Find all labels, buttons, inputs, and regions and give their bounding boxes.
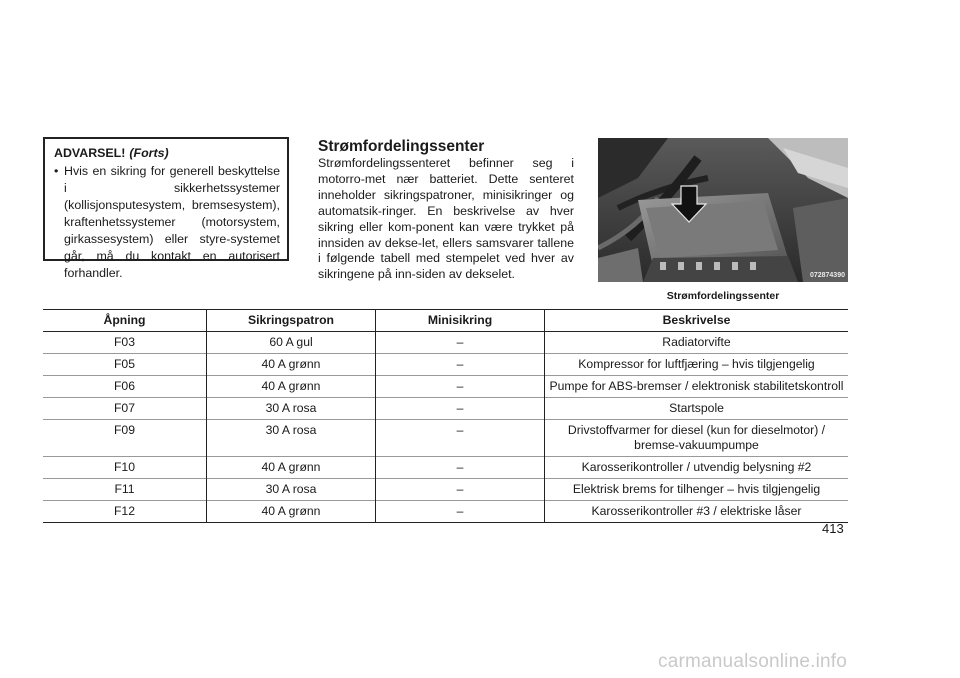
table-cell: Pumpe for ABS-bremser / elektronisk stabilitetskontroll — [545, 376, 849, 398]
fuse-table — [43, 309, 848, 523]
warning-text: Hvis en sikring for generell beskyttelse i sikkerhetssystemer (kollisjonsputesystem, bremsesystem), kraftenhetssystemer (motorsystem, girkassesystem) eller styre-systemet går, må du kontakt en autorisert forhandler. — [64, 164, 280, 280]
table-cell: – — [376, 420, 545, 457]
table-cell: 40 A grønn — [207, 376, 376, 398]
table-cell: F03 — [43, 332, 207, 354]
table-cell: F05 — [43, 354, 207, 376]
page-number: 413 — [822, 521, 844, 536]
warning-continued: (Forts) — [129, 146, 169, 160]
table-row — [43, 501, 848, 523]
table-cell: F07 — [43, 398, 207, 420]
warning-label: ADVARSEL! — [54, 146, 126, 160]
table-cell: Radiatorvifte — [545, 332, 849, 354]
table-cell: Startspole — [545, 398, 849, 420]
table-cell: F11 — [43, 479, 207, 501]
table-row — [43, 420, 848, 457]
column-header: Åpning — [43, 310, 207, 332]
table-cell: F10 — [43, 457, 207, 479]
table-cell: 30 A rosa — [207, 479, 376, 501]
table-cell: F06 — [43, 376, 207, 398]
table-cell: – — [376, 501, 545, 523]
table-cell: 40 A grønn — [207, 354, 376, 376]
warning-heading — [54, 145, 280, 162]
bullet-icon: • — [54, 164, 59, 178]
table-cell: F09 — [43, 420, 207, 457]
table-row — [43, 376, 848, 398]
table-cell: 40 A grønn — [207, 457, 376, 479]
table-row — [43, 332, 848, 354]
table-cell: 60 A gul — [207, 332, 376, 354]
table-row — [43, 354, 848, 376]
warning-box — [43, 137, 289, 280]
table-cell: – — [376, 479, 545, 501]
column-header: Minisikring — [376, 310, 545, 332]
table-cell: – — [376, 354, 545, 376]
photo-code: 072874390 — [809, 272, 845, 279]
table-cell: – — [376, 398, 545, 420]
photo-caption: Strømfordelingssenter — [666, 290, 780, 302]
table-cell: Drivstoffvarmer for diesel (kun for dieselmotor) / bremse-vakuumpumpe — [545, 420, 849, 457]
table-cell: Kompressor for luftfjæring – hvis tilgjengelig — [545, 354, 849, 376]
section-title: Strømfordelingssenter — [318, 138, 485, 155]
table-cell: F12 — [43, 501, 207, 523]
section-body: Strømfordelingssenteret befinner seg i motorro-met nær batteriet. Dette senteret inneholder sikringspatroner, minisikringer og automatsik-ringer. En beskrivelse av hver sikring eller kom-ponent kan være trykket på innsiden av dekse-let, ellers samsvarer tallene i følgende tabell med stempelet ved hver av sikringene på inn-siden av dekselet. — [318, 156, 574, 282]
table-cell: – — [376, 376, 545, 398]
table-cell: 30 A rosa — [207, 420, 376, 457]
engine-bay-illustration — [598, 138, 848, 282]
table-cell: 30 A rosa — [207, 398, 376, 420]
table-cell: – — [376, 457, 545, 479]
watermark: carmanualsonline.info — [658, 651, 848, 672]
table-row — [43, 398, 848, 420]
column-header: Beskrivelse — [545, 310, 849, 332]
table-row — [43, 479, 848, 501]
table-cell: Karosserikontroller #3 / elektriske låser — [545, 501, 849, 523]
fuse-center-photo — [598, 138, 848, 282]
warning-item — [54, 163, 280, 282]
table-cell: Karosserikontroller / utvendig belysning #2 — [545, 457, 849, 479]
table-cell: Elektrisk brems for tilhenger – hvis tilgjengelig — [545, 479, 849, 501]
table-cell: 40 A grønn — [207, 501, 376, 523]
table-header-row — [43, 310, 848, 332]
column-header: Sikringspatron — [207, 310, 376, 332]
table-row — [43, 457, 848, 479]
table-cell: – — [376, 332, 545, 354]
